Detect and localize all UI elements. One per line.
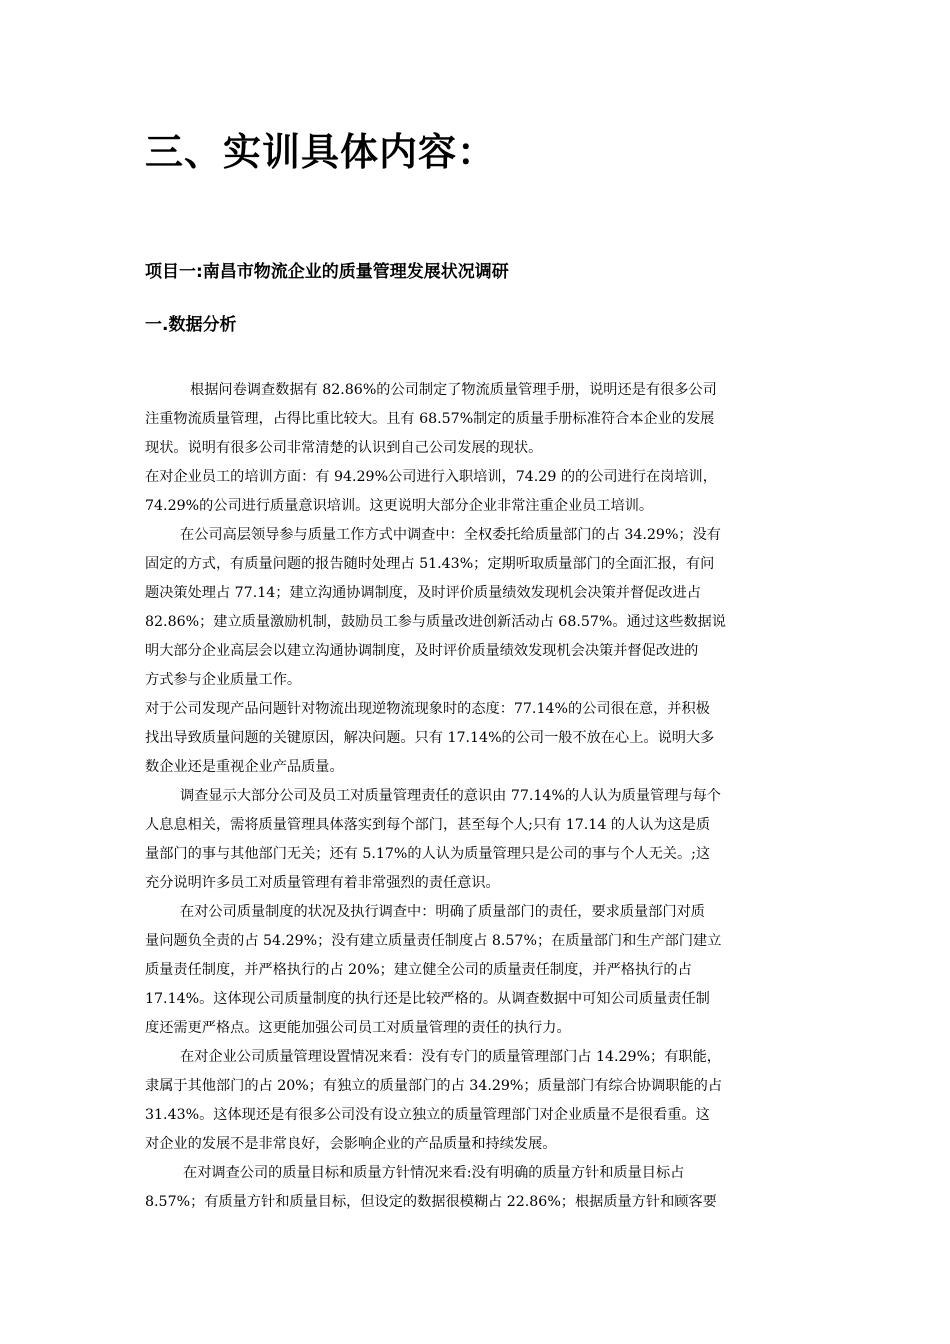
body-line: 在对企业员工的培训方面：有 94.29%公司进行入职培训，74.29 的的公司进行在岗培训， (145, 469, 717, 485)
body-line: 数企业还是重视企业产品质量。 (145, 759, 344, 775)
body-line: 在对调查公司的质量目标和质量方针情况来看:没有明确的质量方针和质量目标占 (183, 1165, 685, 1181)
body-line: 明大部分企业高层会以建立沟通协调制度，及时评价质量绩效发现机会决策并督促改进的 (145, 643, 699, 659)
body-line: 题决策处理占 77.14；建立沟通协调制度，及时评价质量绩效发现机会决策并督促改进占 (145, 585, 701, 601)
body-line: 量问题负全责的占 54.29%；没有建立质量责任制度占 8.57%；在质量部门和生产部门建立 (145, 933, 722, 949)
project-subtitle: 项目一:南昌市物流企业的质量管理发展状况调研 (145, 262, 509, 282)
section-heading: 一.数据分析 (145, 315, 237, 335)
body-line: 调查显示大部分公司及员工对质量管理责任的意识由 77.14%的人认为质量管理与每个 (180, 788, 721, 804)
body-line: 注重物流质量管理，占得比重比较大。且有 68.57%制定的质量手册标准符合本企业的发展 (145, 411, 715, 427)
body-text (145, 376, 835, 1217)
body-line: 74.29%的公司进行质量意识培训。这更说明大部分企业非常注重企业员工培训。 (145, 498, 654, 514)
body-line: 在公司高层领导参与质量工作方式中调查中：全权委托给质量部门的占 34.29%；没有 (180, 527, 721, 543)
body-line: 方式参与企业质量工作。 (145, 672, 302, 688)
body-line: 对于公司发现产品问题针对物流出现逆物流现象时的态度：77.14%的公司很在意，并积极 (145, 701, 710, 717)
body-line: 固定的方式，有质量问题的报告随时处理占 51.43%；定期听取质量部门的全面汇报，有问 (145, 556, 715, 572)
body-line: 根据问卷调查数据有 82.86%的公司制定了物流质量管理手册，说明还是有很多公司 (190, 382, 717, 398)
body-line: 在对公司质量制度的状况及执行调查中：明确了质量部门的责任，要求质量部门对质 (180, 904, 705, 920)
body-line: 现状。说明有很多公司非常清楚的认识到自己公司发展的现状。 (145, 440, 543, 456)
body-line: 隶属于其他部门的占 20%；有独立的质量部门的占 34.29%；质量部门有综合协调职能的占 (145, 1078, 723, 1094)
body-line: 量部门的事与其他部门无关；还有 5.17%的人认为质量管理只是公司的事与个人无关。;这 (145, 846, 711, 862)
page-title: 三、实训具体内容： (145, 130, 497, 174)
body-line: 8.57%；有质量方针和质量目标，但设定的数据很模糊占 22.86%；根据质量方针和顾客要 (145, 1194, 717, 1210)
body-line: 人息息相关，需将质量管理具体落实到每个部门，甚至每个人;只有 17.14 的人认为这是质 (145, 817, 711, 833)
body-line: 对企业的发展不是非常良好，会影响企业的产品质量和持续发展。 (145, 1136, 557, 1152)
body-line: 找出导致质量问题的关键原因，解决问题。只有 17.14%的公司一般不放在心上。说明大多 (145, 730, 715, 746)
body-line: 质量责任制度，并严格执行的占 20%；建立健全公司的质量责任制度，并严格执行的占 (145, 962, 692, 978)
body-line: 度还需更严格点。这更能加强公司员工对质量管理的责任的执行力。 (145, 1020, 571, 1036)
body-line: 17.14%。这体现公司质量制度的执行还是比较严格的。从调查数据中可知公司质量责任制 (145, 991, 710, 1007)
body-line: 充分说明许多员工对质量管理有着非常强烈的责任意识。 (145, 875, 500, 891)
body-line: 在对企业公司质量管理设置情况来看：没有专门的质量管理部门占 14.29%；有职能， (180, 1049, 721, 1065)
body-line: 31.43%。这体现还是有很多公司没有设立独立的质量管理部门对企业质量不是很看重。这 (145, 1107, 710, 1123)
body-line: 82.86%；建立质量激励机制，鼓励员工参与质量改进创新活动占 68.57%。通过这些数据说 (145, 614, 726, 630)
